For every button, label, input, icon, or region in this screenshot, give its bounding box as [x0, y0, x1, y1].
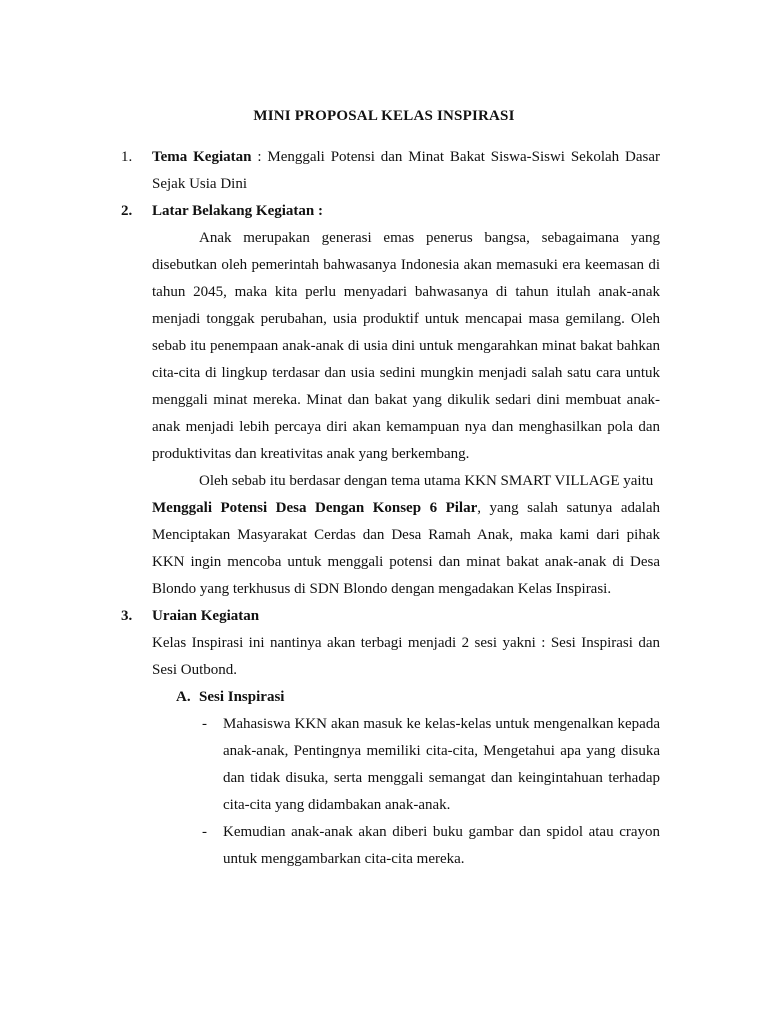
section-2-para-2-line-4: KKN ingin mencoba untuk menggali potensi dan minat bakat anak-anak di Desa	[152, 554, 660, 570]
section-1-line-1	[152, 147, 660, 167]
section-1-label: Tema Kegiatan	[152, 149, 252, 165]
section-3-intro-line-1: Kelas Inspirasi ini nantinya akan terbagi menjadi 2 sesi yakni : Sesi Inspirasi dan	[152, 635, 660, 651]
section-3-number: 3.	[121, 608, 133, 624]
section-2-para-1-line-9: produktivitas dan kreativitas anak yang berkembang.	[152, 446, 470, 462]
bullet-1-line-2: anak-anak, Pentingnya memiliki cita-cita, Mengetahui apa yang disuka	[223, 743, 660, 759]
section-2-para-1-line-1: Anak merupakan generasi emas penerus bangsa, sebagaimana yang	[199, 230, 660, 246]
section-2-para-1-line-7: menggali minat mereka. Minat dan bakat yang dikulik sedari dini membuat anak-	[152, 392, 660, 408]
section-2-heading: Latar Belakang Kegiatan :	[152, 203, 323, 219]
section-2-bold-phrase: Menggali Potensi Desa Dengan Konsep 6 Pilar	[152, 500, 478, 516]
section-2-para-1-line-3: tahun 2045, maka kita perlu menyadari bahwasanya di tahun itulah anak-anak	[152, 284, 660, 300]
section-2-para-2-line-2	[152, 498, 660, 518]
section-2-para-1-line-4: menjadi tonggak perubahan, usia produktif untuk mencapai masa gemilang. Oleh	[152, 311, 660, 327]
section-2-para-1-line-5: sebab itu penempaan anak-anak di usia dini untuk mengarahkan minat bakat bahkan	[152, 338, 660, 354]
sub-a-heading: Sesi Inspirasi	[199, 689, 285, 705]
section-2-para-1-line-2: disebutkan oleh pemerintah bahwasanya Indonesia akan memasuki era keemasan di	[152, 257, 660, 273]
section-2-para-1-line-8: anak menjadi lebih percaya diri akan kemampuan nya dan menghasilkan pola dan	[152, 419, 660, 435]
section-2-para-1-line-6: cita-cita di lingkup terdasar dan usia sedini mungkin menjadi salah satu cara untuk	[152, 365, 660, 381]
section-2-para-2-line-5: Blondo yang terkhusus di SDN Blondo dengan mengadakan Kelas Inspirasi.	[152, 581, 612, 597]
section-3-heading: Uraian Kegiatan	[152, 608, 260, 624]
bullet-1-line-1: Mahasiswa KKN akan masuk ke kelas-kelas untuk mengenalkan kepada	[223, 716, 660, 732]
section-1-text: : Menggali Potensi dan Minat Bakat Siswa-Siswi Sekolah Dasar	[257, 149, 660, 165]
bullet-1-line-4: cita-cita yang didambakan anak-anak.	[223, 797, 451, 813]
bullet-2-line-2: untuk menggambarkan cita-cita mereka.	[223, 851, 465, 867]
section-1-number: 1.	[121, 149, 133, 165]
section-2-para-2-line-1: Oleh sebab itu berdasar dengan tema utama KKN SMART VILLAGE yaitu	[199, 473, 654, 489]
bullet-1-dash: -	[202, 716, 207, 732]
section-2-para-2-line-2-rest: , yang salah satunya adalah	[477, 500, 660, 516]
section-2-para-2-line-3: Menciptakan Masyarakat Cerdas dan Desa Ramah Anak, maka kami dari pihak	[152, 527, 660, 543]
section-1-line-2: Sejak Usia Dini	[152, 176, 247, 192]
sub-a-marker: A.	[176, 689, 191, 705]
section-3-intro-line-2: Sesi Outbond.	[152, 662, 238, 678]
bullet-2-dash: -	[202, 824, 207, 840]
bullet-1-line-3: dan tidak disuka, serta menggali semangat dan keingintahuan terhadap	[223, 770, 660, 786]
bullet-2-line-1: Kemudian anak-anak akan diberi buku gambar dan spidol atau crayon	[223, 824, 660, 840]
section-2-number: 2.	[121, 203, 133, 219]
document-title: MINI PROPOSAL KELAS INSPIRASI	[253, 108, 515, 124]
